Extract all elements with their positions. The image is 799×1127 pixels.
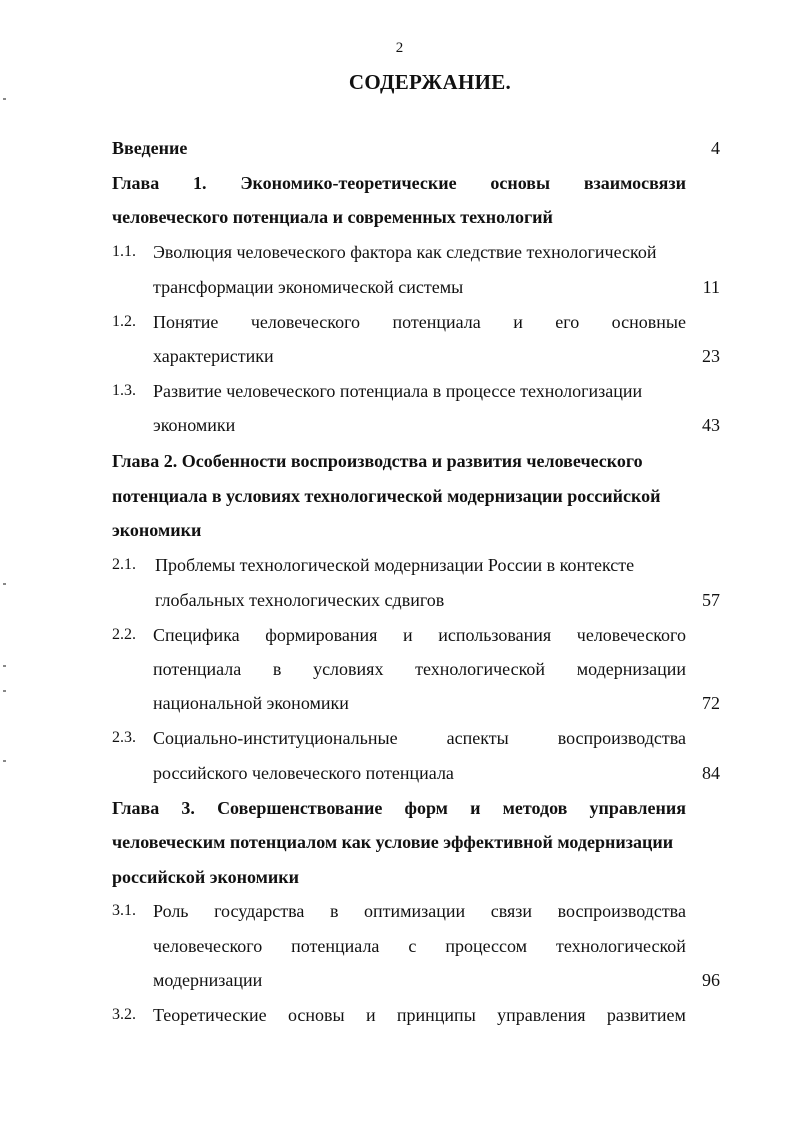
section-1-3-title: Развитие человеческого потенциала в процессе технологизации xyxy=(153,381,643,401)
section-2-1-title: Проблемы технологической модернизации России в контексте xyxy=(155,555,635,575)
section-1-3-title-cont: экономики xyxy=(153,415,236,435)
section-2-1-title-cont: глобальных технологических сдвигов xyxy=(155,590,445,610)
section-2-2-title-cont: национальной экономики xyxy=(153,693,349,713)
chapter-2-heading-cont: экономики xyxy=(112,520,202,540)
chapter-2-heading: Глава 2. Особенности воспроизводства и развития человеческого xyxy=(112,451,643,471)
section-number: 1.1. xyxy=(112,243,136,260)
page-ref: 57 xyxy=(702,590,720,610)
page-title: СОДЕРЖАНИЕ. xyxy=(348,70,512,94)
section-1-1-title: Эволюция человеческого фактора как следствие технологической xyxy=(153,242,657,262)
scan-mark xyxy=(3,690,6,692)
section-1-2-title: Понятие человеческого потенциала и его основные xyxy=(153,312,686,332)
page-ref: 4 xyxy=(711,138,720,158)
section-number: 2.2. xyxy=(112,626,136,643)
scan-mark xyxy=(3,98,6,100)
page-number: 2 xyxy=(395,40,404,56)
scan-mark xyxy=(3,665,6,667)
page-ref: 43 xyxy=(702,415,720,435)
section-number: 3.2. xyxy=(112,1006,136,1023)
page-ref: 72 xyxy=(702,693,720,713)
chapter-3-heading-cont: человеческим потенциалом как условие эффективной модернизации xyxy=(112,832,674,852)
page-ref: 23 xyxy=(702,346,720,366)
section-number: 1.2. xyxy=(112,313,136,330)
page-ref: 84 xyxy=(702,763,720,783)
chapter-2-heading-cont: потенциала в условиях технологической модернизации российской xyxy=(112,486,661,506)
section-2-2-title-cont: потенциала в условиях технологической модернизации xyxy=(153,659,686,679)
section-number: 3.1. xyxy=(112,902,136,919)
section-1-1-title-cont: трансформации экономической системы xyxy=(153,277,464,297)
section-2-3-title: Социально-институциональные аспекты воспроизводства xyxy=(153,728,686,748)
scan-mark xyxy=(3,760,6,762)
section-2-3-title-cont: российского человеческого потенциала xyxy=(153,763,454,783)
section-1-2-title-cont: характеристики xyxy=(153,346,274,366)
section-3-1-title-cont: модернизации xyxy=(153,970,263,990)
scan-mark xyxy=(3,583,6,585)
toc-intro: Введение xyxy=(112,138,188,158)
section-3-1-title-cont: человеческого потенциала с процессом технологической xyxy=(153,936,686,956)
chapter-3-heading: Глава 3. Совершенствование форм и методов управления xyxy=(112,798,686,818)
chapter-1-heading: Глава 1. Экономико-теоретические основы взаимосвязи xyxy=(112,173,686,193)
section-number: 2.3. xyxy=(112,729,136,746)
section-number: 1.3. xyxy=(112,382,136,399)
page-ref: 11 xyxy=(702,277,720,297)
section-number: 2.1. xyxy=(112,556,136,573)
page-ref: 96 xyxy=(702,970,720,990)
chapter-3-heading-cont: российской экономики xyxy=(112,867,300,887)
section-2-2-title: Специфика формирования и использования человеческого xyxy=(153,625,686,645)
chapter-1-heading-cont: человеческого потенциала и современных технологий xyxy=(112,207,553,227)
section-3-1-title: Роль государства в оптимизации связи воспроизводства xyxy=(153,901,686,921)
section-3-2-title: Теоретические основы и принципы управления развитием xyxy=(153,1005,686,1025)
